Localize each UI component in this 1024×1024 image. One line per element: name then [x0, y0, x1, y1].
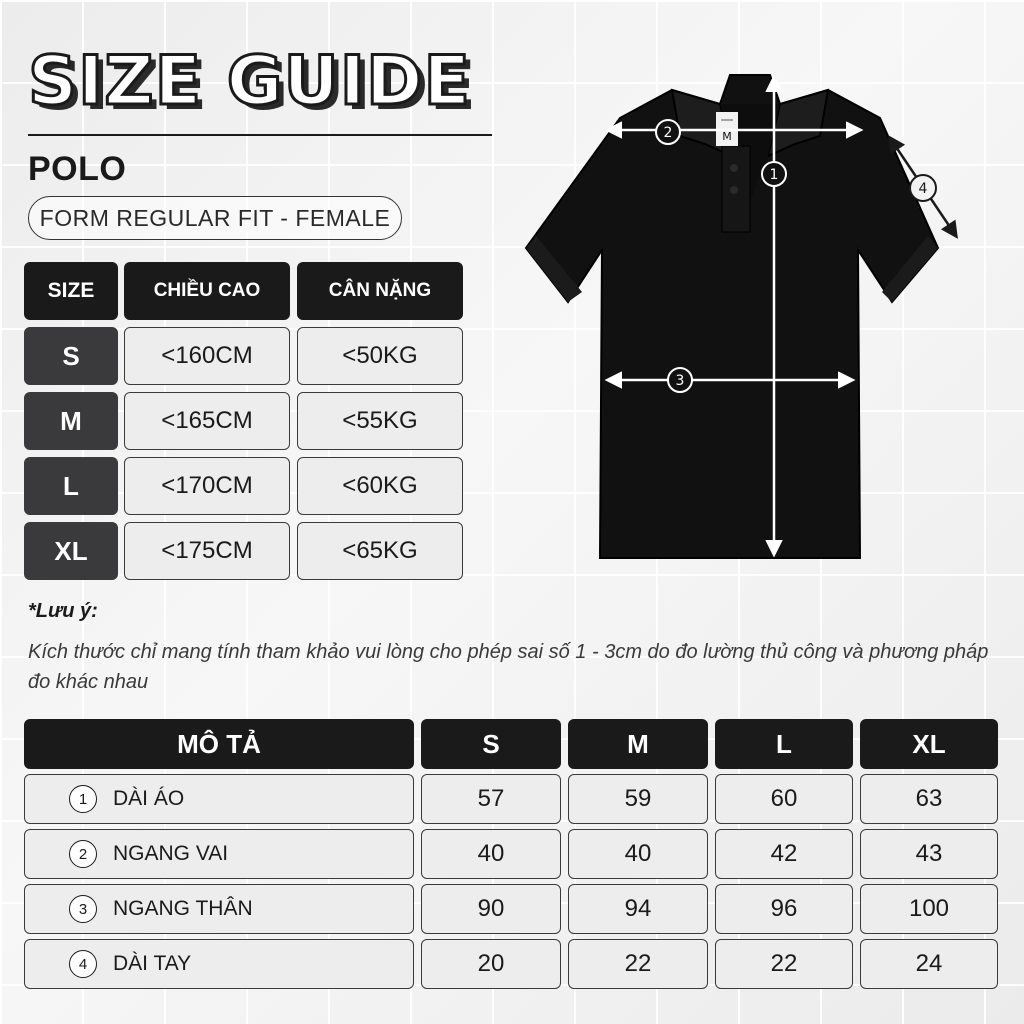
size-table-weight: <55KG [297, 392, 463, 450]
measure-value: 57 [421, 774, 561, 824]
measure-value: 59 [568, 774, 708, 824]
measure-value: 40 [568, 829, 708, 879]
note-text: Kích thước chỉ mang tính tham khảo vui lòng cho phép sai số 1 - 3cm do đo lường thủ công và phương pháp đo khác nhau [28, 641, 989, 693]
note-title: *Lưu ý: [28, 600, 98, 622]
number-circle-icon: 3 [69, 895, 97, 923]
size-table-size: L [24, 457, 118, 515]
measure-label: NGANG THÂN [113, 897, 253, 920]
measure-marker-4: 4 [918, 181, 928, 197]
size-table-header-size: SIZE [24, 262, 118, 320]
size-table-header-weight: CÂN NẶNG [297, 262, 463, 320]
measure-header-description: MÔ TẢ [24, 719, 414, 769]
measure-header-size: L [715, 719, 853, 769]
measure-value: 20 [421, 939, 561, 989]
measure-label: DÀI TAY [113, 952, 192, 975]
measure-value: 22 [568, 939, 708, 989]
size-table-height: <170CM [124, 457, 290, 515]
number-circle-icon: 4 [69, 950, 97, 978]
size-table-weight: <65KG [297, 522, 463, 580]
measure-value: 24 [860, 939, 998, 989]
size-table-height: <165CM [124, 392, 290, 450]
title-divider [28, 134, 492, 136]
measure-header-size: M [568, 719, 708, 769]
measure-value: 42 [715, 829, 853, 879]
size-table-height: <160CM [124, 327, 290, 385]
measure-value: 22 [715, 939, 853, 989]
measure-row-label [24, 939, 414, 989]
measure-value: 100 [860, 884, 998, 934]
form-fit-badge: FORM REGULAR FIT - FEMALE [28, 196, 402, 240]
measure-row-label [24, 829, 414, 879]
measure-header-size: S [421, 719, 561, 769]
shirt-button [730, 186, 738, 194]
measure-header-size: XL [860, 719, 998, 769]
size-table-size: S [24, 327, 118, 385]
measure-value: 96 [715, 884, 853, 934]
measure-row-label [24, 774, 414, 824]
size-table-size: M [24, 392, 118, 450]
size-table-weight: <60KG [297, 457, 463, 515]
measure-value: 60 [715, 774, 853, 824]
size-table-height: <175CM [124, 522, 290, 580]
measure-value: 43 [860, 829, 998, 879]
measure-label: NGANG VAI [113, 842, 229, 865]
measure-label: DÀI ÁO [113, 787, 185, 810]
measure-marker-2: 2 [663, 125, 673, 141]
number-circle-icon: 1 [69, 785, 97, 813]
polo-shirt-illustration [520, 60, 980, 570]
measure-marker-1: 1 [769, 167, 779, 183]
measure-value: 63 [860, 774, 998, 824]
measure-value: 94 [568, 884, 708, 934]
size-tag-label: M [722, 130, 732, 143]
measure-marker-3: 3 [675, 373, 685, 389]
product-name: POLO [28, 150, 127, 188]
page-title: SIZE GUIDE [28, 42, 471, 121]
measure-row-label [24, 884, 414, 934]
measure-value: 40 [421, 829, 561, 879]
measure-value: 90 [421, 884, 561, 934]
number-circle-icon: 2 [69, 840, 97, 868]
size-table-weight: <50KG [297, 327, 463, 385]
size-table-size: XL [24, 522, 118, 580]
shirt-button [730, 164, 738, 172]
size-table-header-height: CHIỀU CAO [124, 262, 290, 320]
